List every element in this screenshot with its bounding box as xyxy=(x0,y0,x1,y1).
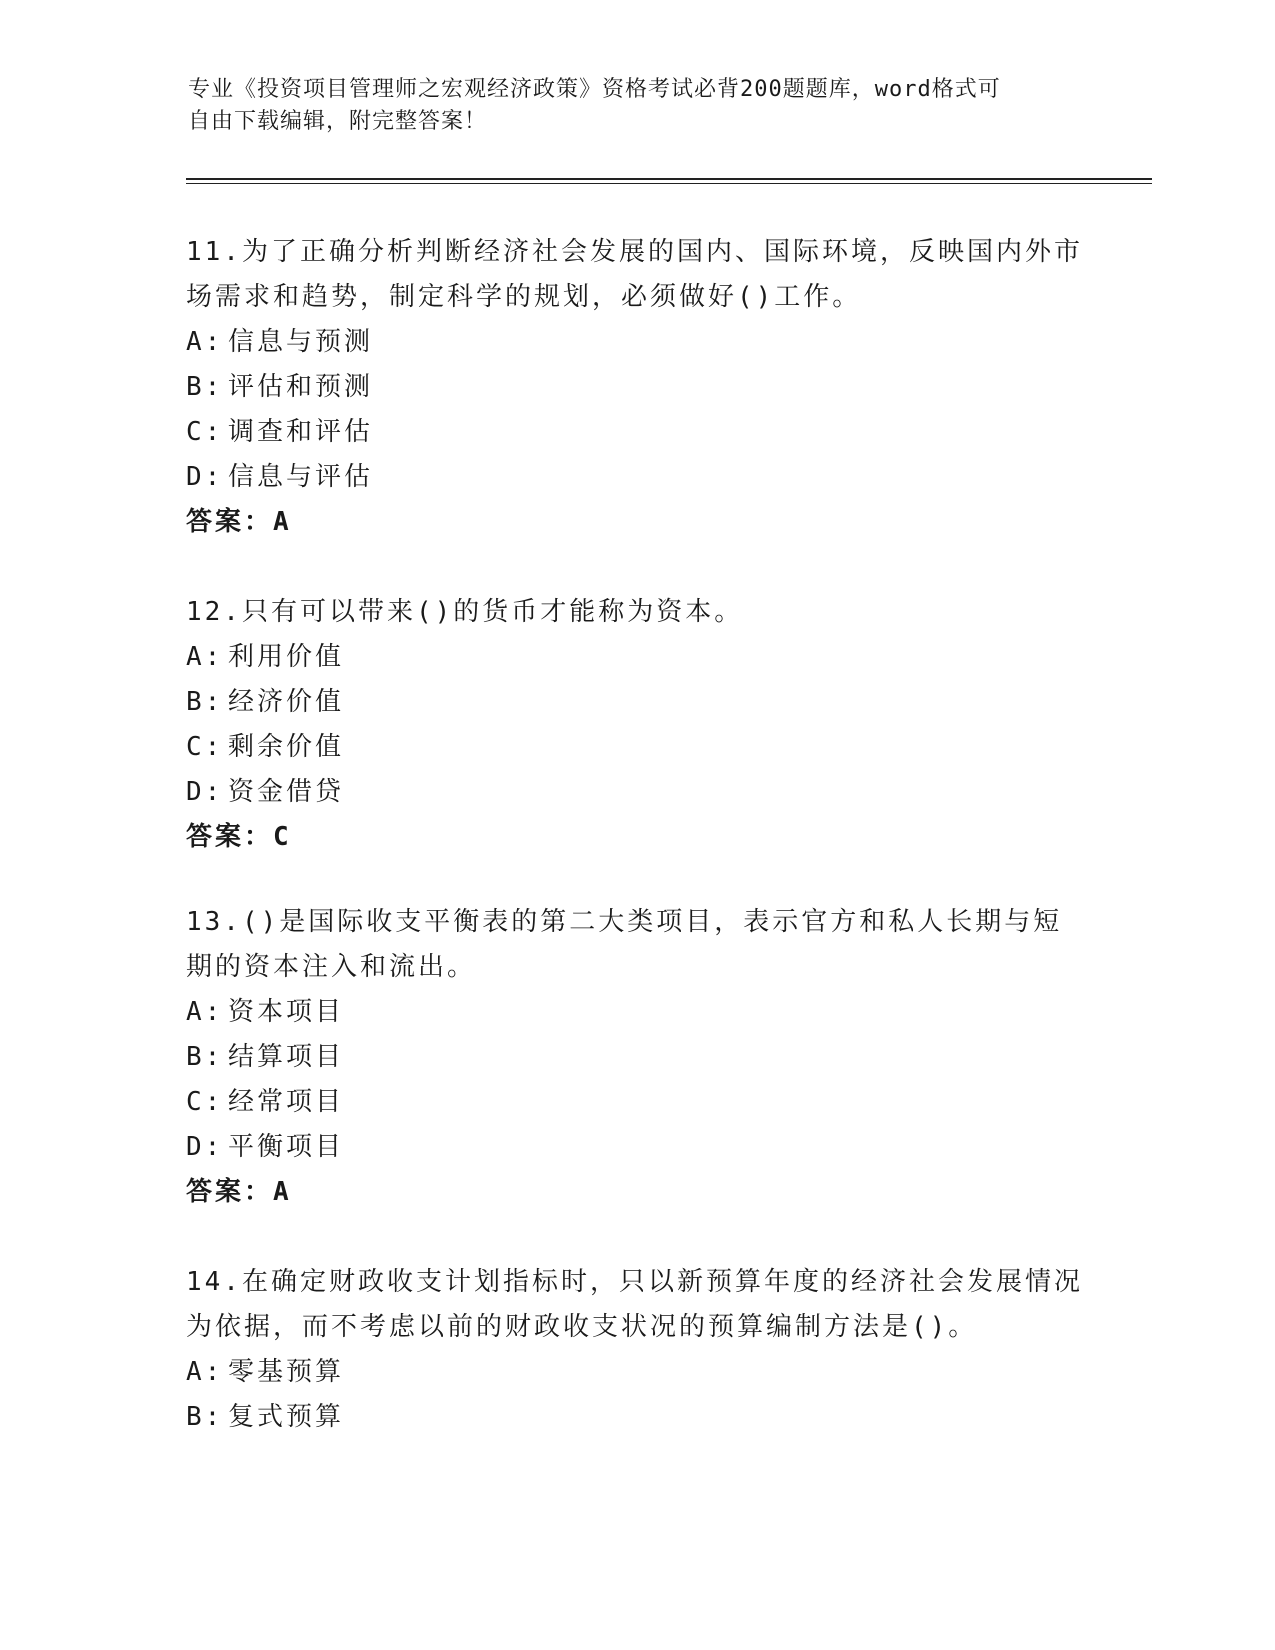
option-b xyxy=(186,365,1086,410)
question-stem: 14.在确定财政收支计划指标时，只以新预算年度的经济社会发展情况为依据，而不考虑以前的财政收支状况的预算编制方法是()。 xyxy=(186,1267,1083,1342)
answer: 答案：C xyxy=(186,822,292,852)
option-d xyxy=(186,770,1086,815)
header-divider-thin xyxy=(186,183,1152,184)
option-letter: A: xyxy=(186,327,224,357)
answer: 答案：A xyxy=(186,1177,292,1207)
option-letter: C: xyxy=(186,732,224,762)
option-text: 经常项目 xyxy=(228,1087,345,1117)
option-d xyxy=(186,455,1086,500)
option-a xyxy=(186,635,1086,680)
option-c xyxy=(186,1080,1086,1125)
option-letter: D: xyxy=(186,1132,224,1162)
option-text: 调查和评估 xyxy=(228,417,374,447)
option-a xyxy=(186,990,1086,1035)
option-text: 零基预算 xyxy=(228,1357,345,1387)
question-13 xyxy=(186,900,1086,1215)
option-letter: D: xyxy=(186,462,224,492)
option-b xyxy=(186,680,1086,725)
option-text: 利用价值 xyxy=(228,642,345,672)
option-letter: A: xyxy=(186,997,224,1027)
option-c xyxy=(186,725,1086,770)
question-stem: 11.为了正确分析判断经济社会发展的国内、国际环境，反映国内外市场需求和趋势，制定科学的规划，必须做好()工作。 xyxy=(186,237,1083,312)
option-letter: B: xyxy=(186,372,224,402)
option-letter: C: xyxy=(186,1087,224,1117)
question-11 xyxy=(186,230,1086,545)
option-text: 资金借贷 xyxy=(228,777,345,807)
option-c xyxy=(186,410,1086,455)
option-letter: A: xyxy=(186,1357,224,1387)
option-letter: B: xyxy=(186,1402,224,1432)
option-text: 信息与预测 xyxy=(228,327,374,357)
option-text: 评估和预测 xyxy=(228,372,374,402)
question-12 xyxy=(186,590,1086,860)
option-b xyxy=(186,1395,1086,1440)
header-line-1: 专业《投资项目管理师之宏观经济政策》资格考试必背200题题库，word格式可 xyxy=(188,77,1001,102)
option-a xyxy=(186,1350,1086,1395)
option-text: 剩余价值 xyxy=(228,732,345,762)
option-letter: D: xyxy=(186,777,224,807)
header-line-2: 自由下载编辑，附完整答案！ xyxy=(188,109,488,134)
option-letter: B: xyxy=(186,1042,224,1072)
document-header xyxy=(188,74,1068,138)
option-text: 资本项目 xyxy=(228,997,345,1027)
option-text: 结算项目 xyxy=(228,1042,345,1072)
question-stem: 12.只有可以带来()的货币才能称为资本。 xyxy=(186,597,744,627)
option-a xyxy=(186,320,1086,365)
question-stem: 13.()是国际收支平衡表的第二大类项目，表示官方和私人长期与短期的资本注入和流出。 xyxy=(186,907,1063,982)
question-14 xyxy=(186,1260,1086,1440)
option-letter: A: xyxy=(186,642,224,672)
option-text: 经济价值 xyxy=(228,687,345,717)
header-divider-thick xyxy=(186,178,1152,180)
option-text: 平衡项目 xyxy=(228,1132,345,1162)
option-text: 信息与评估 xyxy=(228,462,374,492)
option-text: 复式预算 xyxy=(228,1402,345,1432)
option-letter: C: xyxy=(186,417,224,447)
answer: 答案：A xyxy=(186,507,292,537)
option-letter: B: xyxy=(186,687,224,717)
option-d xyxy=(186,1125,1086,1170)
option-b xyxy=(186,1035,1086,1080)
